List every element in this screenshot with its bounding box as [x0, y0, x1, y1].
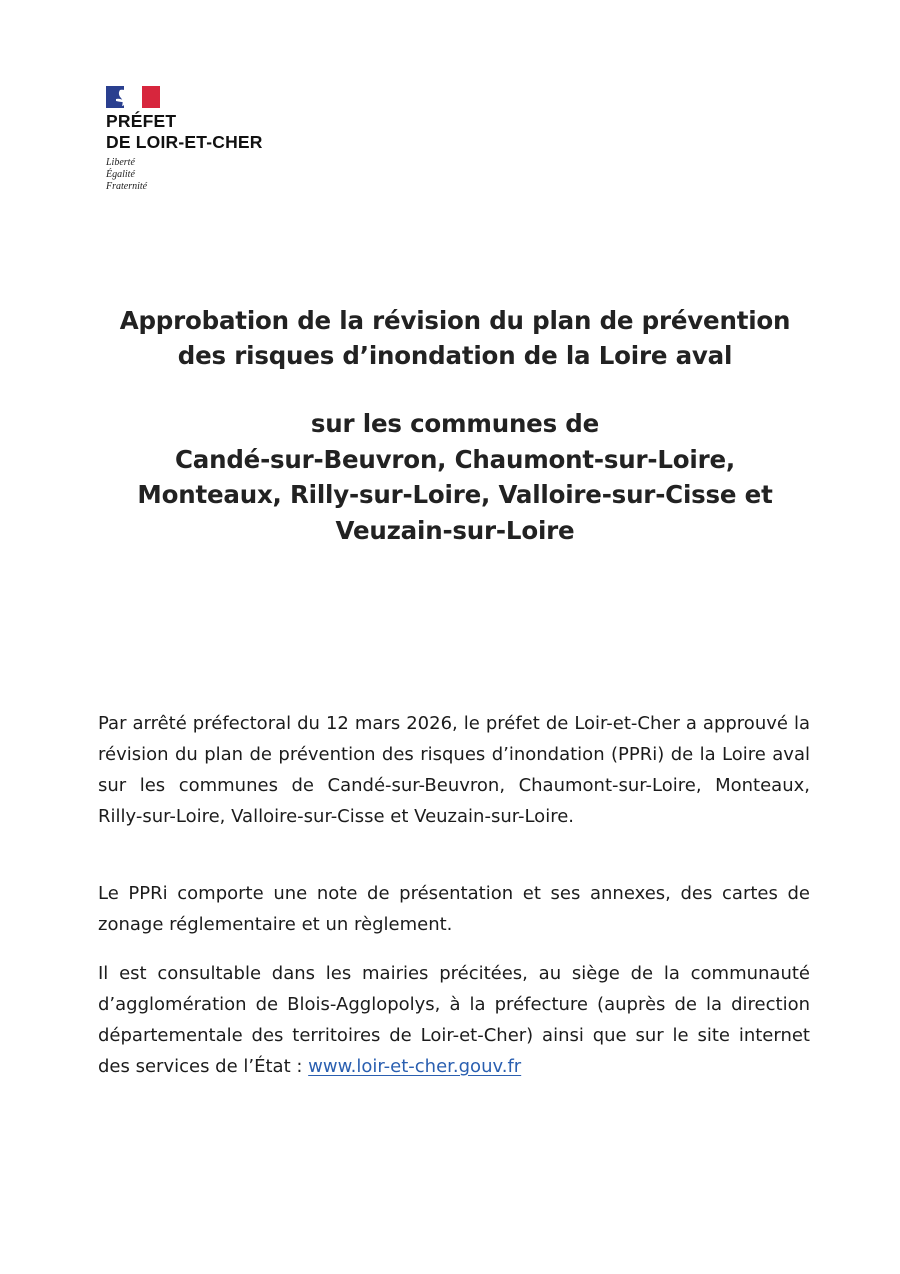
- paragraph-contents: Le PPRi comporte une note de présentation et ses annexes, des cartes de zonage réglementaire et un règlement.: [98, 883, 810, 935]
- paragraph-consultation-text: Il est consultable dans les mairies précitées, au siège de la communauté d’agglomération de Blois-Agglopolys, à la préfecture (auprès de la direction départementale des territoires de Loir-et-Cher) ainsi que sur le site internet des services de l’État :: [98, 963, 810, 1077]
- prefect-name: [106, 111, 326, 153]
- title-line1: Approbation de la révision du plan de prévention: [119, 306, 791, 335]
- subtitle-line2: Candé-sur-Beuvron, Chaumont-sur-Loire,: [174, 444, 736, 474]
- prefect-name-line1: PRÉFET: [106, 111, 177, 131]
- paragraph-approval: Par arrêté préfectoral du 12 mars 2026, le préfet de Loir-et-Cher a approuvé la révision du plan de prévention des risques d’inondation (PPRi) de la Loire aval sur les communes de Candé-sur-Beuvron, Chaumont-sur-Loire, Monteaux, Rilly-sur-Loire, Valloire-sur-Cisse et Veuzain-sur-Loire.: [98, 713, 810, 827]
- prefect-name-line2: DE LOIR-ET-CHER: [106, 132, 263, 152]
- subtitle-line1: sur les communes de: [310, 409, 600, 438]
- motto-egalite: Égalité: [106, 169, 135, 180]
- subtitle-line4: Veuzain-sur-Loire: [335, 515, 575, 545]
- document-title: [80, 303, 830, 373]
- communes-subtitle: [80, 406, 830, 548]
- prefecture-logo-block: [106, 86, 326, 193]
- paragraph-consultation: [98, 958, 810, 1082]
- motto-liberte: Liberté: [106, 157, 135, 168]
- prefecture-website-link[interactable]: www.loir-et-cher.gouv.fr: [308, 1056, 522, 1077]
- subtitle-line3: Monteaux, Rilly-sur-Loire, Valloire-sur-Cisse et: [137, 480, 773, 509]
- motto: [106, 157, 326, 193]
- republique-francaise-marianne-flag-icon: [106, 86, 160, 108]
- title-line2: des risques d’inondation de la Loire aval: [177, 341, 733, 370]
- motto-fraternite: Fraternité: [106, 181, 148, 192]
